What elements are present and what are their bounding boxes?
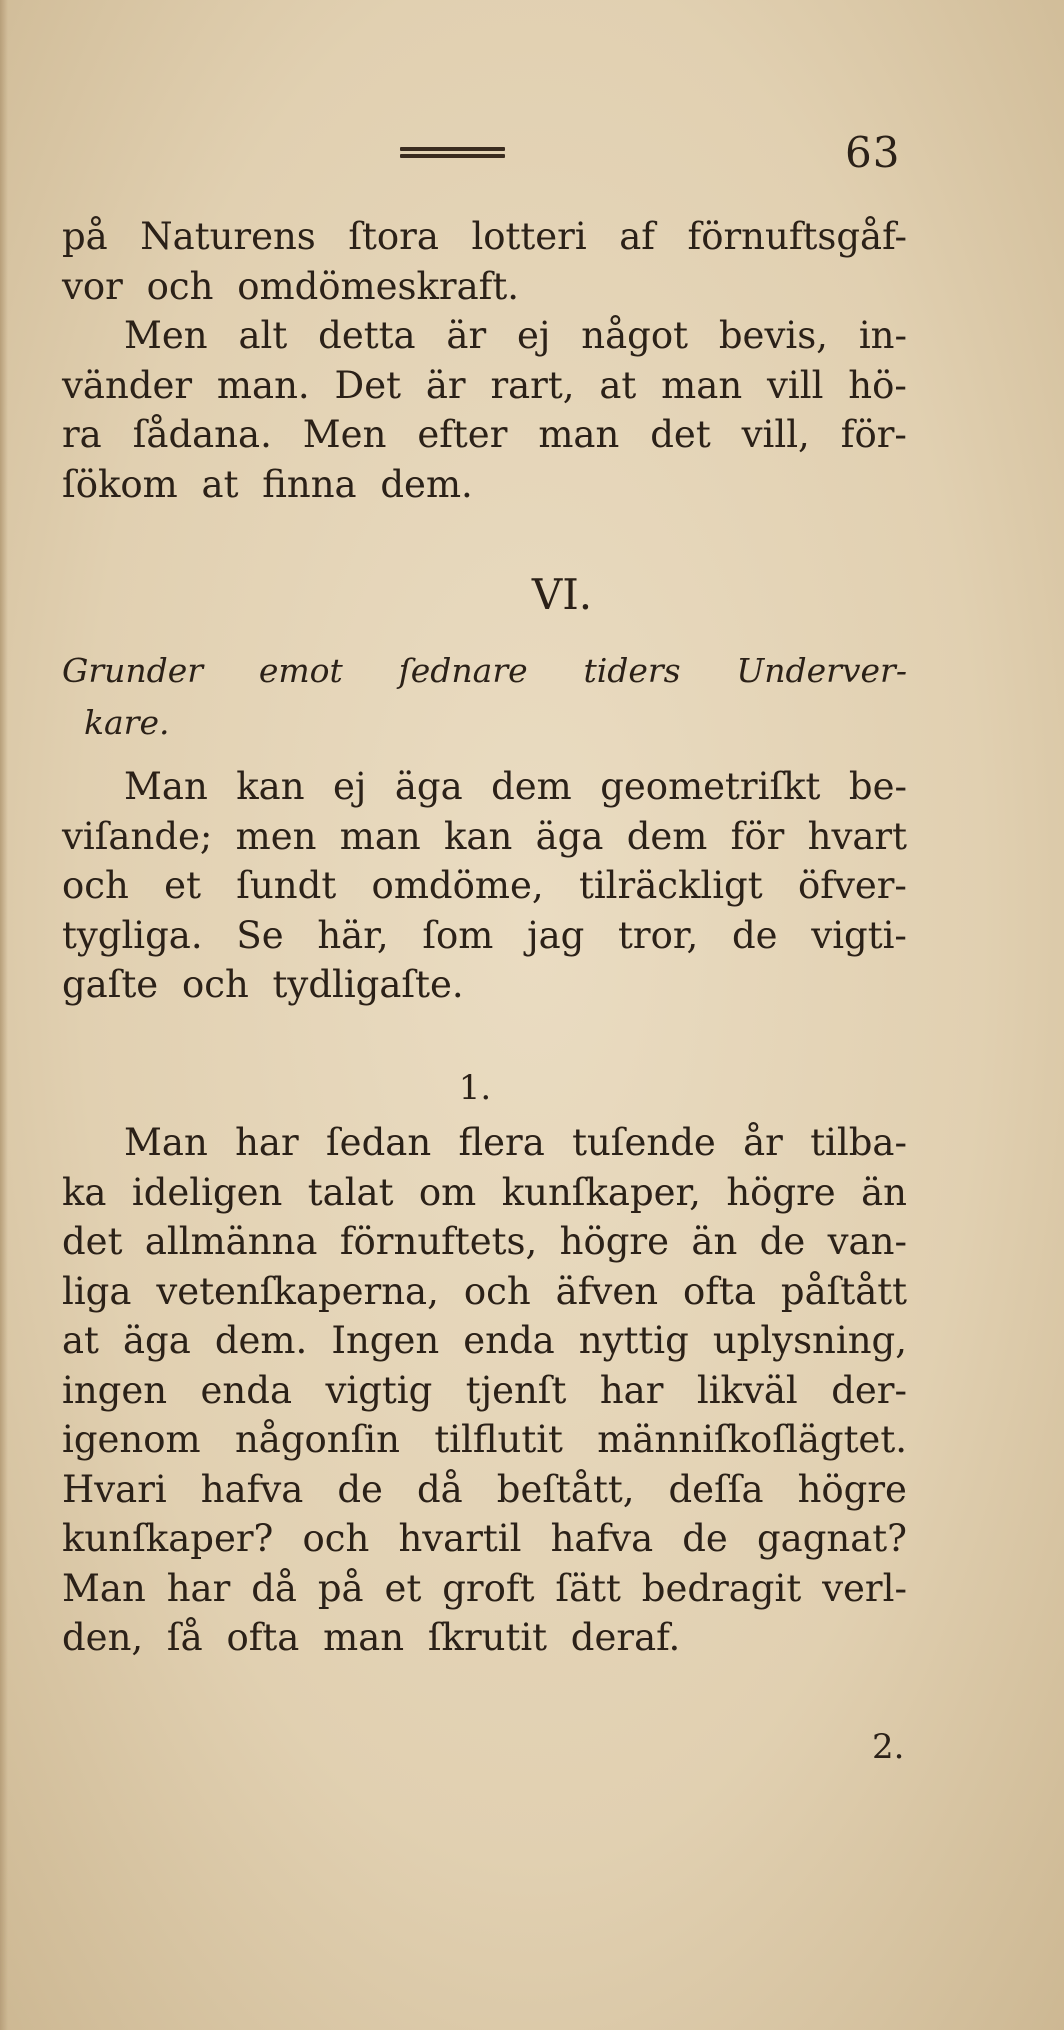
word: ideligen [131,1170,283,1214]
word: dem [626,814,708,858]
word: tuſende [572,1121,716,1164]
word: tilba- [810,1121,907,1164]
word: man [538,413,620,456]
word: och [463,1269,531,1313]
paragraph-point-1 [62,1118,907,1663]
word: geometriſkt [600,765,821,808]
word: man [339,814,421,858]
word: Hvari [62,1467,167,1511]
word: nyttig [578,1319,689,1362]
word: har [235,1121,299,1164]
word: Grunder [62,651,204,690]
word: kunſkaper? [62,1517,274,1560]
word: tygliga. [62,913,203,957]
word: ſtora [348,215,439,258]
word: och [302,1517,370,1560]
paragraph-lead [62,762,907,1010]
word: af [619,215,655,258]
word: uplysning, [712,1319,907,1362]
word: et [384,1566,422,1610]
text-line [62,361,907,411]
word: ſätt [555,1566,621,1610]
word: om [418,1170,477,1214]
word: beſtått, [496,1467,635,1511]
word: ſundt [236,864,337,907]
text-line [62,812,907,862]
word: än [691,1220,738,1263]
word: tjenſt [465,1368,567,1412]
word: på [62,215,108,258]
word: vigti- [811,913,907,957]
word: Man [124,1121,208,1164]
text-line [62,861,907,911]
signature-mark: 2. [872,1727,905,1767]
paragraph-intro [62,212,907,509]
word: vill, [741,413,810,456]
heading-line: kare. [84,703,170,742]
word: ej [517,314,551,357]
text-line: vor och omdömeskraft. [62,264,519,308]
text-line [62,1267,907,1317]
word: hafva [200,1467,304,1511]
word: detta [318,314,416,357]
word: högre [797,1467,907,1511]
word: ingen [62,1368,168,1412]
word: och [62,864,129,907]
word: vänder [62,363,193,407]
word: ra [62,413,102,456]
word: allmänna [144,1220,318,1263]
word: kan [236,765,305,808]
word: vetenſkaperna, [156,1269,439,1313]
word: Men [124,314,208,357]
word: dem. [214,1319,308,1362]
word: igenom [62,1418,201,1461]
word: Ingen [331,1319,440,1362]
word: ſednare [398,651,528,690]
word: alt [238,314,288,357]
word: enda [463,1319,555,1362]
word: det [62,1220,123,1263]
word: öfver- [797,864,907,907]
text-line [62,212,907,262]
text-line [62,1217,907,1267]
word: ſedan [325,1121,432,1164]
word: är [425,363,466,407]
word: deſſa [668,1467,764,1511]
page-number: 63 [845,128,901,177]
word: högre [559,1220,669,1263]
word: at [62,1319,99,1362]
heading-line [62,645,907,697]
text-line: gaſte och tydligaſte. [62,963,464,1006]
word: Underver- [736,651,907,690]
text-line [62,1514,907,1564]
word: vigtig [325,1368,433,1412]
word: Man [124,765,208,808]
word: då [416,1467,463,1511]
word: kan [444,814,513,858]
word: de [682,1517,728,1560]
word: Se [236,913,284,957]
word: ſom [422,913,494,957]
text-line [62,911,907,961]
word: då [251,1566,297,1610]
word: viſande; [62,814,213,858]
word: ſådana. [132,413,272,456]
text-line [62,311,907,361]
word: påſtått [780,1269,907,1313]
header-rule [400,147,505,161]
word: tror, [618,913,699,957]
word: liga [62,1269,132,1313]
word: är [446,314,487,357]
word: har [599,1368,664,1412]
word: för- [840,413,907,456]
word: tilflutit [434,1418,563,1461]
word: flera [458,1121,545,1164]
word: jag [527,913,585,957]
word: man. [216,363,310,407]
word: kunſkaper, [501,1170,701,1214]
text-line [62,1168,907,1218]
word: men [235,814,317,858]
word: på [317,1566,364,1610]
word: här, [317,913,389,957]
word: enda [200,1368,293,1412]
word: tiders [583,651,681,690]
page-gutter-shadow [0,0,8,2030]
word: Det [334,363,401,407]
text-line: den, ſå ofta man ſkrutit deraf. [62,1616,681,1659]
word: högre [726,1170,836,1214]
word: dem [491,765,572,808]
word: förnuftsgåf- [687,215,907,258]
word: förnuftets, [339,1220,538,1263]
word: der- [831,1368,907,1412]
text-line [62,1564,907,1614]
word: äga [122,1319,191,1362]
word: år [743,1121,783,1164]
word: et [164,864,201,907]
word: vill [767,363,824,407]
word: bevis, [718,314,828,357]
word: tilräckligt [578,864,763,907]
word: någonſin [234,1418,400,1461]
word: at [599,363,637,407]
text-line [62,762,907,812]
word: männiſkoſlägtet. [597,1418,907,1461]
word: äga [394,765,463,808]
word: för [730,814,785,858]
word: äfven [555,1269,659,1313]
section-number-vi: VI. [531,570,593,619]
word: be- [848,765,907,808]
word: äga [535,814,604,858]
section-heading [62,645,907,749]
word: man [661,363,743,407]
word: hvart [807,814,907,858]
text-line [62,1415,907,1465]
word: något [581,314,688,357]
word: talat [307,1170,394,1214]
text-line [62,1366,907,1416]
word: de [337,1467,383,1511]
section-number-1: 1. [458,1068,492,1108]
word: bedragit [641,1566,802,1610]
word: rart, [490,363,575,407]
word: det [650,413,711,456]
word: groft [442,1566,535,1610]
word: än [861,1170,907,1214]
word: in- [858,314,907,357]
word: efter [417,413,508,456]
word: omdöme, [371,864,544,907]
word: Man [62,1566,146,1610]
word: har [166,1566,231,1610]
word: van- [827,1220,907,1263]
word: de [731,913,778,957]
word: Naturens [140,215,316,258]
text-line: ſökom at finna dem. [62,462,473,506]
word: lotteri [471,215,587,258]
word: likväl [696,1368,798,1412]
word: hö- [848,363,907,407]
text-line [62,1118,907,1168]
word: hvartil [398,1517,522,1560]
text-line [62,1465,907,1515]
word: verl- [822,1566,907,1610]
word: ka [62,1170,107,1214]
word: ofta [683,1269,756,1313]
word: Men [302,413,387,456]
word: ej [333,765,367,808]
text-line [62,1316,907,1366]
word: gagnat? [756,1517,907,1560]
word: de [759,1220,806,1263]
text-line [62,410,907,460]
word: hafva [550,1517,654,1560]
word: emot [258,651,343,690]
